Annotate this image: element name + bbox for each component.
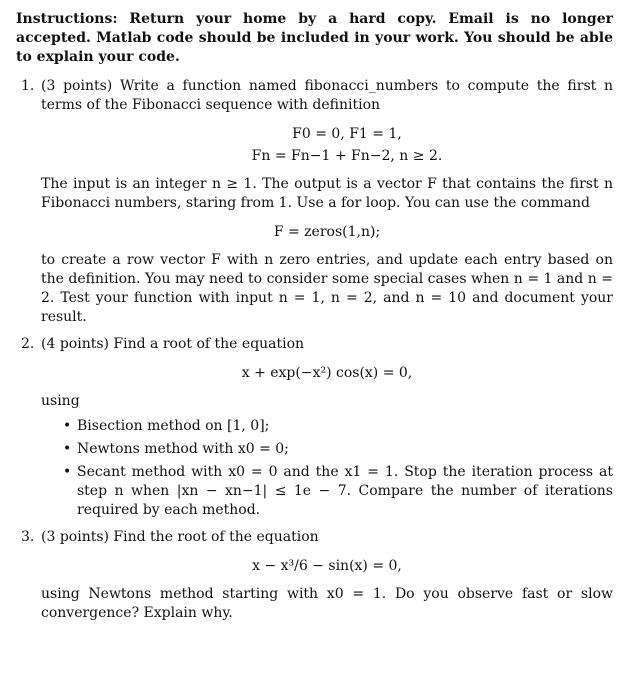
problem-number: 2. <box>21 336 35 352</box>
problem-paragraph: The input is an integer n ≥ 1. The output is a vector F that contains the first n Fibonacci numbers, staring from 1. Use a for loop. You can use the command <box>41 176 613 211</box>
problem-number: 1. <box>21 78 35 94</box>
equation-line: Fn = Fn−1 + Fn−2, n ≥ 2. <box>251 148 443 164</box>
problem-intro: (4 points) Find a root of the equation <box>41 336 305 352</box>
problem-number: 3. <box>21 529 35 545</box>
problem-1 <box>21 77 613 327</box>
instructions: Instructions: Return your home by a hard copy. Email is no longer accepted. Matlab code should be included in your work. You should be able to explain your code. <box>16 11 613 65</box>
problem-paragraph: using Newtons method starting with x0 = 1. Do you observe fast or slow convergence? Explain why. <box>41 586 613 621</box>
using-label: using <box>41 393 80 409</box>
equation: x − x³/6 − sin(x) = 0, <box>252 558 402 574</box>
fibonacci-definition <box>81 123 613 167</box>
problem-2 <box>21 335 613 520</box>
problem-intro: (3 points) Find the root of the equation <box>41 529 319 545</box>
problem-3 <box>21 528 613 623</box>
list-item: • Newtons method with x0 = 0; <box>63 440 613 459</box>
method-list <box>63 417 613 520</box>
list-item: • Secant method with x0 = 0 and the x1 = 1. Stop the iteration process at step n when |xn − xn−1| ≤ 1e − 7. Compare the number of iterations required by each method. <box>63 463 613 520</box>
list-item: • Bisection method on [1, 0]; <box>63 417 613 436</box>
equation-line: F0 = 0, F1 = 1, <box>292 126 402 142</box>
problem-intro: (3 points) Write a function named fibonacci_numbers to compute the first n terms of the Fibonacci sequence with definition <box>41 78 613 113</box>
equation: x + exp(−x²) cos(x) = 0, <box>241 365 413 381</box>
problem-paragraph: to create a row vector F with n zero entries, and update each entry based on the definition. You may need to consider some special cases when n = 1 and n = 2. Test your function with input n = 1, n = 2, and n = 10 and document your result. <box>41 252 613 325</box>
equation: F = zeros(1,n); <box>273 224 381 240</box>
